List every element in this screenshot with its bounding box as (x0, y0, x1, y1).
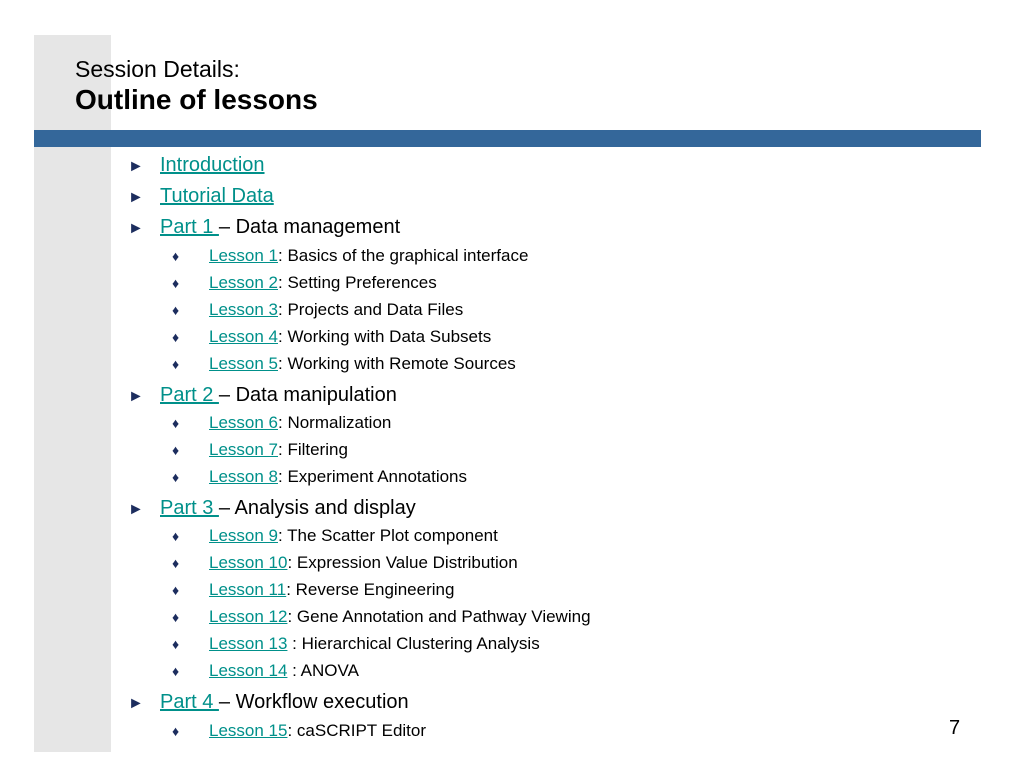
triangle-bullet-icon: ► (128, 501, 144, 518)
outline-description: : Basics of the graphical interface (278, 246, 529, 265)
outline-description: : caSCRIPT Editor (287, 721, 427, 740)
diamond-bullet-icon: ♦ (172, 555, 180, 571)
diamond-bullet-icon: ♦ (172, 723, 180, 739)
triangle-bullet-icon: ► (128, 220, 144, 237)
outline-lesson-item (172, 466, 467, 488)
outline-description: : Working with Data Subsets (278, 327, 492, 346)
diamond-bullet-icon: ♦ (172, 329, 180, 345)
outline-lesson-item (172, 299, 463, 321)
outline-part-item (128, 153, 265, 179)
outline-description: : Projects and Data Files (278, 300, 464, 319)
outline-description: – Analysis and display (218, 497, 416, 519)
outline-link[interactable]: Lesson 14 (209, 661, 288, 680)
triangle-bullet-icon: ► (128, 388, 144, 405)
triangle-bullet-icon: ► (128, 189, 144, 206)
outline-description: : Setting Preferences (278, 273, 437, 292)
outline-description: : Working with Remote Sources (278, 354, 516, 373)
outline-link[interactable]: Lesson 4 (209, 327, 278, 346)
outline-description: : Expression Value Distribution (287, 553, 518, 572)
outline-link[interactable]: Lesson 8 (209, 467, 278, 486)
outline-link[interactable]: Lesson 3 (209, 300, 278, 319)
triangle-bullet-icon: ► (128, 695, 144, 712)
outline-part-item (128, 184, 274, 210)
outline-part-item (128, 496, 416, 522)
outline-description: – Data management (218, 216, 401, 238)
diamond-bullet-icon: ♦ (172, 636, 180, 652)
outline-description: : Gene Annotation and Pathway Viewing (287, 607, 591, 626)
outline-link[interactable]: Lesson 1 (209, 246, 278, 265)
diamond-bullet-icon: ♦ (172, 609, 180, 625)
diamond-bullet-icon: ♦ (172, 528, 180, 544)
outline-link[interactable]: Part 2 (160, 384, 219, 406)
outline-lesson-item (172, 353, 516, 375)
outline-part-item (128, 383, 397, 409)
outline-lesson-item (172, 552, 518, 574)
outline-lesson-item (172, 439, 348, 461)
outline-description: : The Scatter Plot component (278, 526, 498, 545)
outline-description: : Hierarchical Clustering Analysis (287, 634, 540, 653)
outline-link[interactable]: Lesson 9 (209, 526, 278, 545)
outline-lesson-item (172, 245, 528, 267)
slide-title-line1: Session Details: (75, 56, 240, 82)
outline-link[interactable]: Lesson 11 (209, 580, 287, 599)
outline-link[interactable]: Lesson 15 (209, 721, 288, 740)
diamond-bullet-icon: ♦ (172, 248, 180, 264)
slide-title-line2: Outline of lessons (75, 84, 318, 115)
outline-description: : Normalization (278, 413, 392, 432)
outline-link[interactable]: Tutorial Data (160, 185, 274, 207)
outline-description: – Workflow execution (218, 691, 409, 713)
outline-link[interactable]: Lesson 10 (209, 553, 288, 572)
outline-description: : Filtering (278, 440, 348, 459)
outline-description: : Experiment Annotations (278, 467, 468, 486)
outline-lesson-item (172, 326, 491, 348)
diamond-bullet-icon: ♦ (172, 663, 180, 679)
outline-lesson-item (172, 720, 426, 742)
outline-lesson-item (172, 525, 498, 547)
outline-link[interactable]: Lesson 6 (209, 413, 278, 432)
diamond-bullet-icon: ♦ (172, 275, 180, 291)
diamond-bullet-icon: ♦ (172, 415, 180, 431)
outline-lesson-item (172, 412, 391, 434)
outline-link[interactable]: Part 1 (160, 216, 219, 238)
outline-lesson-item (172, 272, 437, 294)
outline-part-item (128, 215, 400, 241)
outline-description: – Data manipulation (218, 384, 397, 406)
outline-link[interactable]: Lesson 7 (209, 440, 278, 459)
diamond-bullet-icon: ♦ (172, 582, 180, 598)
outline-lesson-item (172, 579, 454, 601)
outline-description: : Reverse Engineering (286, 580, 455, 599)
outline-link[interactable]: Lesson 2 (209, 273, 278, 292)
outline-link[interactable]: Introduction (160, 154, 265, 176)
page-number: 7 (949, 717, 961, 739)
triangle-bullet-icon: ► (128, 158, 144, 175)
outline-lesson-item (172, 660, 359, 682)
outline-description: : ANOVA (287, 661, 359, 680)
diamond-bullet-icon: ♦ (172, 442, 180, 458)
diamond-bullet-icon: ♦ (172, 356, 180, 372)
outline-link[interactable]: Lesson 13 (209, 634, 288, 653)
outline-link[interactable]: Part 4 (160, 691, 219, 713)
outline-link[interactable]: Lesson 5 (209, 354, 278, 373)
outline-link[interactable]: Part 3 (160, 497, 219, 519)
outline-lesson-item (172, 606, 591, 628)
outline-link[interactable]: Lesson 12 (209, 607, 288, 626)
outline-part-item (128, 690, 409, 716)
outline-lesson-item (172, 633, 540, 655)
diamond-bullet-icon: ♦ (172, 302, 180, 318)
diamond-bullet-icon: ♦ (172, 469, 180, 485)
